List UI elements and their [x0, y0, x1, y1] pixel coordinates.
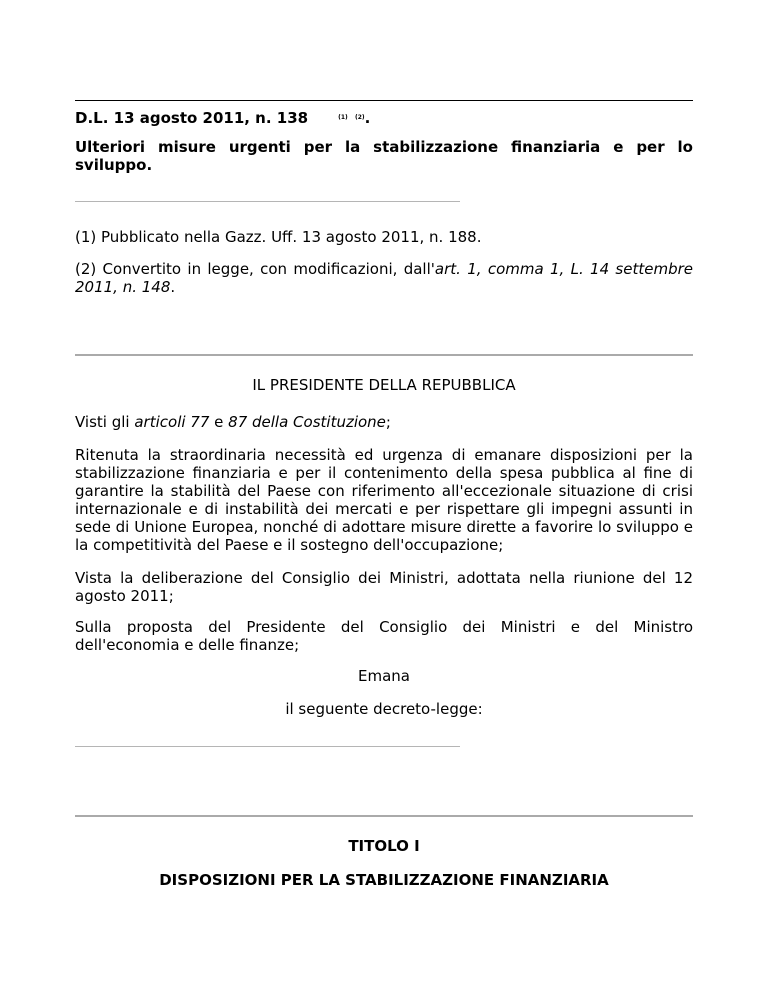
footnote-2-prefix: (2) Convertito in legge, con modificazioni, dall'	[75, 260, 435, 278]
visti-mid: e	[209, 413, 229, 431]
footnote-1: (1) Pubblicato nella Gazz. Uff. 13 agosto 2011, n. 188.	[75, 228, 482, 246]
vista-paragraph: Vista la deliberazione del Consiglio dei Ministri, adottata nella riunione del 12 agosto 2011;	[75, 569, 693, 605]
visti-suffix: ;	[385, 413, 391, 431]
sulla-paragraph: Sulla proposta del Presidente del Consiglio dei Ministri e del Ministro dell'economia e delle finanze;	[75, 618, 693, 654]
visti-link-art77[interactable]: articoli 77	[134, 413, 210, 431]
ritenuta-paragraph: Ritenuta la straordinaria necessità ed urgenza di emanare disposizioni per la stabilizzazione finanziaria e per il contenimento della spesa pubblica al fine di garantire la stabilità del Paese con riferimento all'eccezionale situazione di crisi internazionale e di instabilità dei mercati e per rispettare gli impegni assunti in sede di Unione Europea, nonché di adottare misure dirette a favorire lo sviluppo e la competitività del Paese e il sostegno dell'occupazione;	[75, 446, 693, 554]
visti-link-art87[interactable]: 87 della Costituzione	[228, 413, 386, 431]
titolo-heading: DISPOSIZIONI PER LA STABILIZZAZIONE FINANZIARIA	[159, 871, 609, 889]
footnote-2-suffix: .	[170, 278, 176, 296]
title-end: .	[364, 109, 371, 127]
decree-title-text: D.L. 13 agosto 2011, n. 138	[75, 109, 309, 127]
decree-subtitle: Ulteriori misure urgenti per la stabilizzazione finanziaria e per lo sviluppo.	[75, 138, 693, 174]
footnote-ref-2[interactable]: (2)	[355, 114, 365, 121]
preamble-end-rule	[75, 746, 460, 747]
footnote-separator	[75, 201, 460, 202]
header-rule	[75, 100, 693, 101]
president-heading: IL PRESIDENTE DELLA REPUBBLICA	[252, 376, 516, 394]
footnote-2-link[interactable]: art. 1, comma 1, L. 14 settembre 2011, n. 148	[75, 260, 693, 296]
decreto-text: il seguente decreto-legge:	[285, 700, 483, 718]
section-rule	[75, 354, 693, 356]
visti-prefix: Visti gli	[75, 413, 135, 431]
visti-paragraph	[75, 413, 693, 431]
emana-text: Emana	[358, 667, 410, 685]
titolo-label: TITOLO I	[348, 837, 420, 855]
footnote-ref-1[interactable]: (1)	[338, 114, 348, 121]
titolo-rule	[75, 815, 693, 817]
decree-title	[75, 108, 370, 128]
footnote-2	[75, 260, 693, 296]
